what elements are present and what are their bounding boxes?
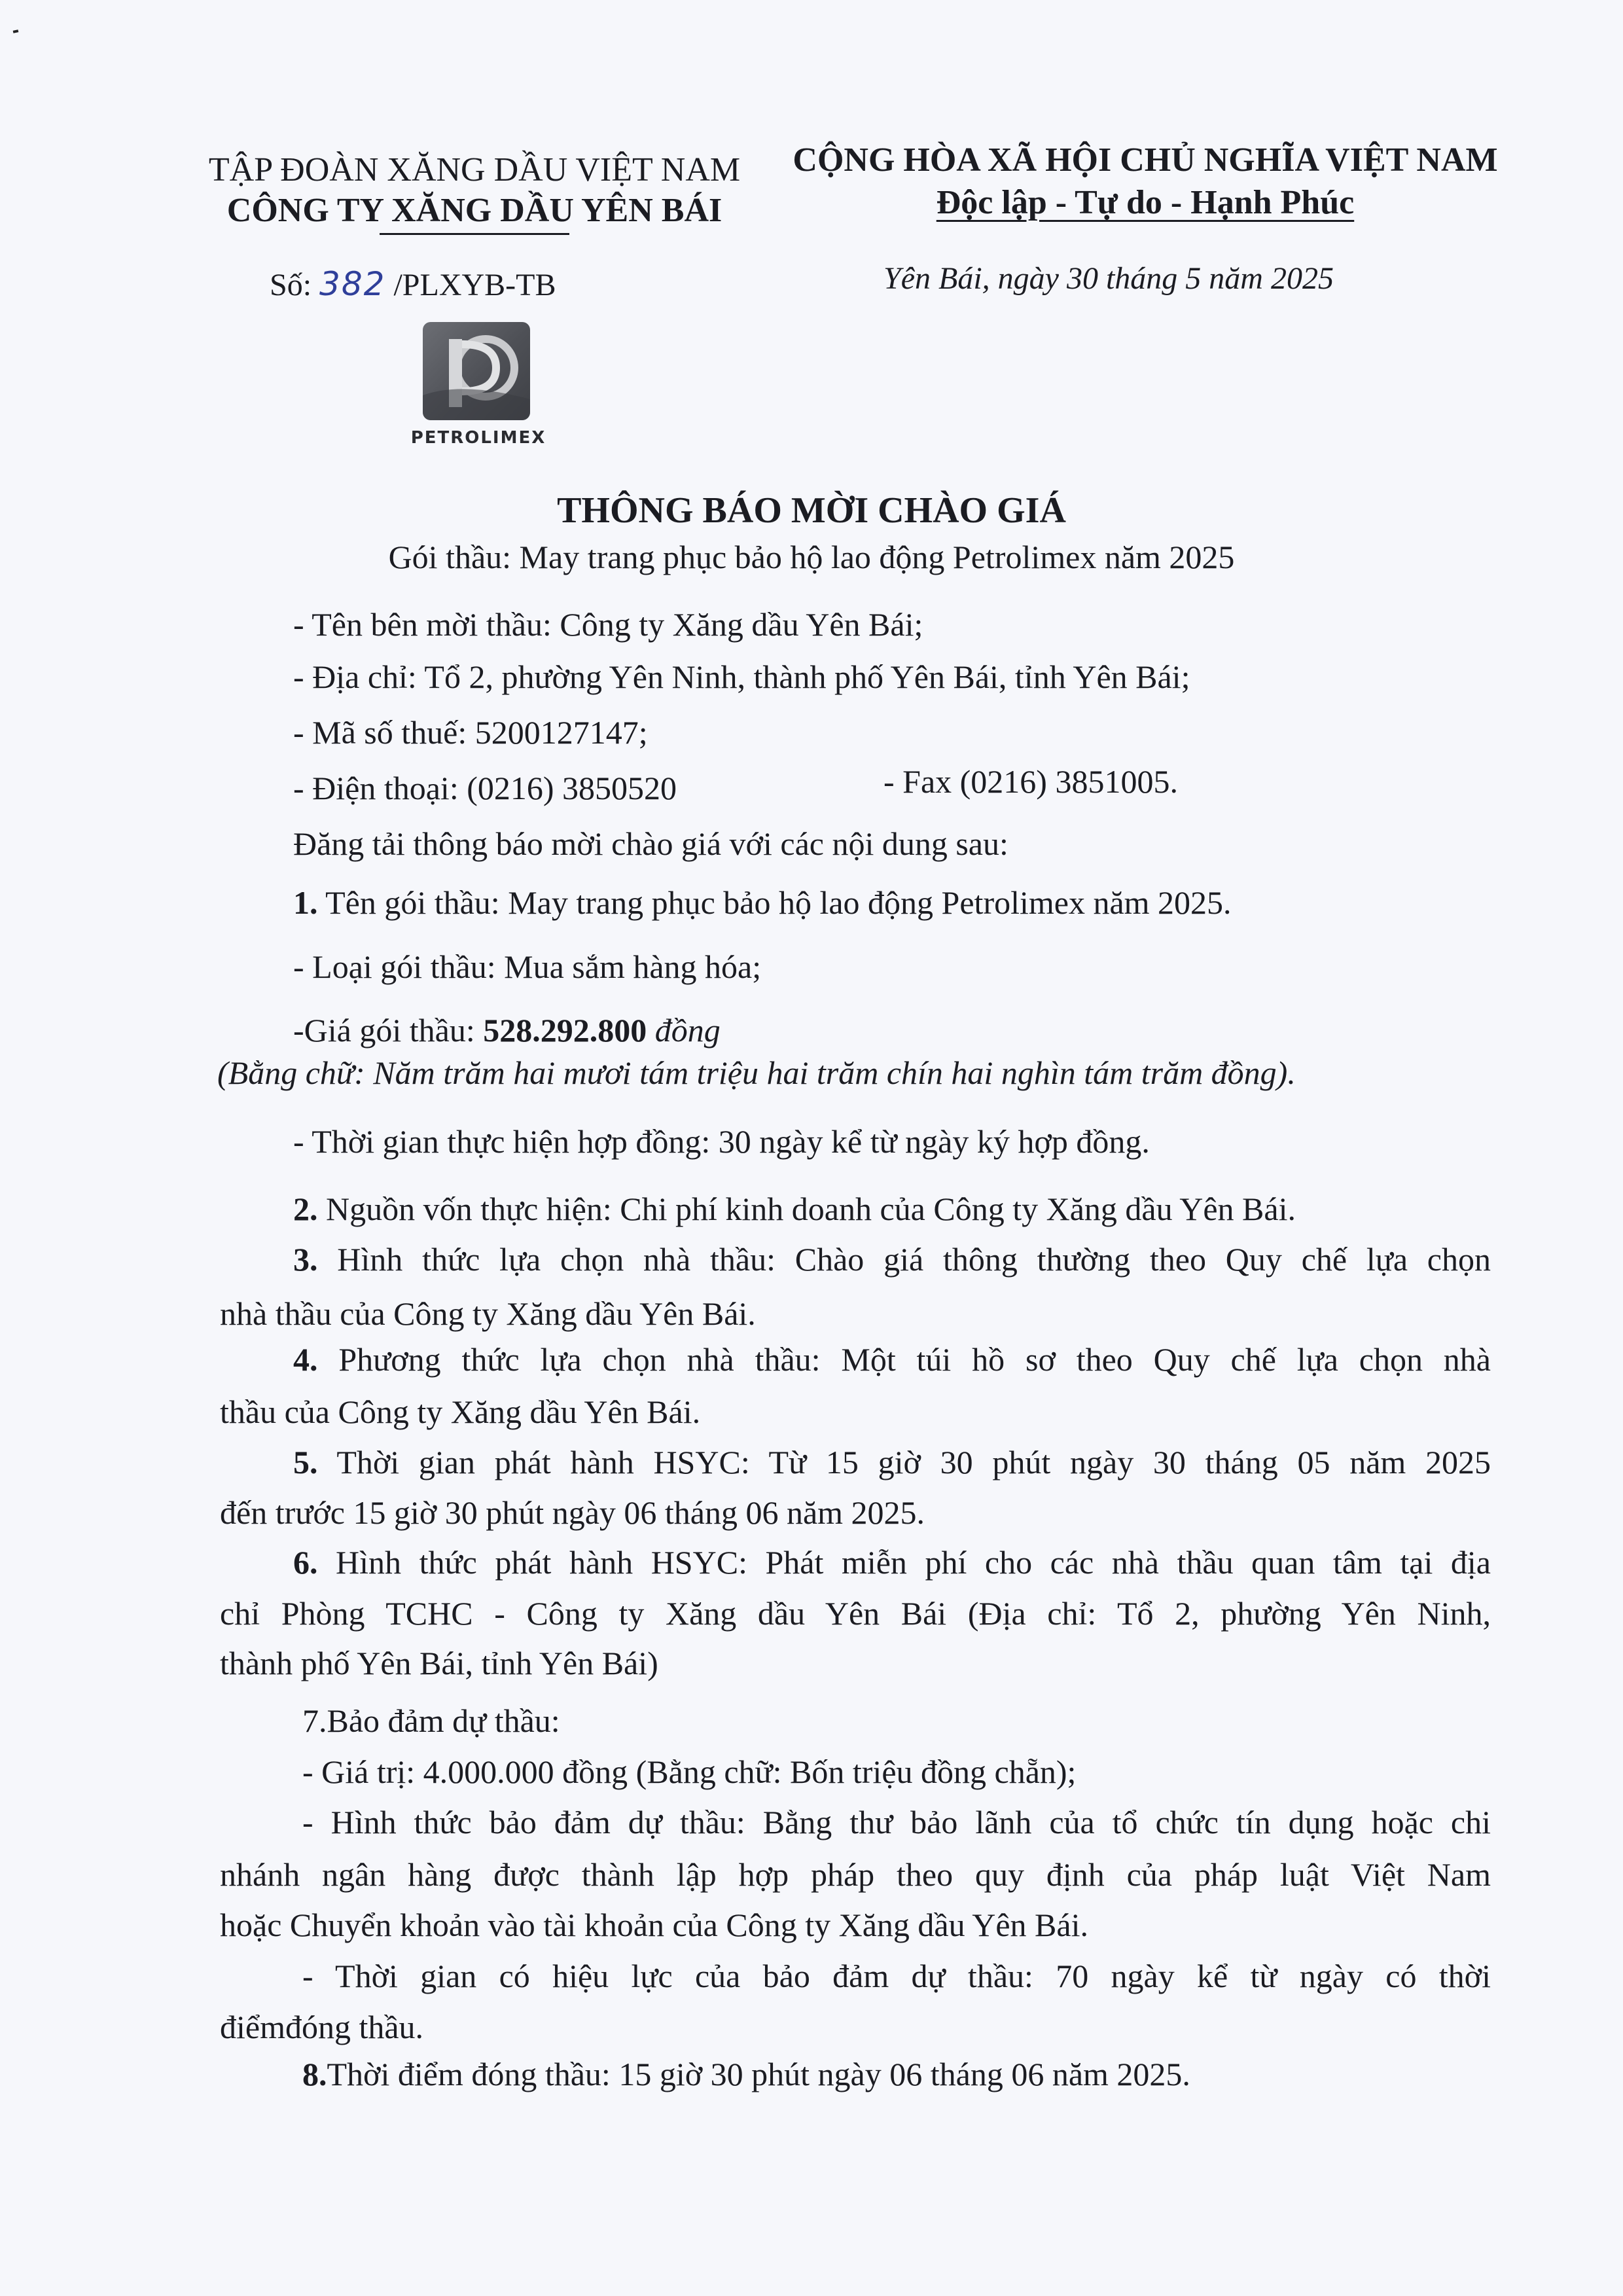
section-3-text: Hình thức lựa chọn nhà thầu: Chào giá thông thường theo Quy chế lựa chọn xyxy=(317,1241,1491,1278)
section-1-number: 1. xyxy=(293,884,318,921)
section-5-line-2: đến trước 15 giờ 30 phút ngày 06 tháng 06 năm 2025. xyxy=(220,1494,925,1531)
section-6-number: 6. xyxy=(293,1544,318,1581)
section-2-text: Nguồn vốn thực hiện: Chi phí kinh doanh của Công ty Xăng dầu Yên Bái. xyxy=(317,1191,1296,1227)
logo-text: PETROLIMEX xyxy=(410,428,546,448)
section-3-line-1 xyxy=(293,1240,1491,1278)
parent-company-name: TẬP ĐOÀN XĂNG DẦU VIỆT NAM xyxy=(208,151,741,188)
handwritten-number: 382 xyxy=(319,265,386,303)
national-motto: Độc lập - Tự do - Hạnh Phúc xyxy=(936,184,1355,221)
package-price-in-words: (Bằng chữ: Năm trăm hai mươi tám triệu hai trăm chín hai nghìn tám trăm đồng). xyxy=(217,1054,1296,1091)
section-6-line-1 xyxy=(293,1543,1491,1581)
section-3-line-2: nhà thầu của Công ty Xăng dầu Yên Bái. xyxy=(220,1295,756,1332)
section-5-line-1 xyxy=(293,1443,1491,1481)
tax-code: - Mã số thuế: 5200127147; xyxy=(293,714,648,751)
bid-security-form-line-3: hoặc Chuyển khoản vào tài khoản của Công ty Xăng dầu Yên Bái. xyxy=(220,1907,1088,1943)
section-4-line-2: thầu của Công ty Xăng dầu Yên Bái. xyxy=(220,1393,701,1430)
section-5-number: 5. xyxy=(293,1444,318,1480)
bid-security-form-line-2: nhánh ngân hàng được thành lập hợp pháp theo quy định của pháp luật Việt Nam xyxy=(220,1856,1491,1893)
petrolimex-logo-icon xyxy=(423,322,530,420)
phone-number: - Điện thoại: (0216) 3850520 xyxy=(293,770,677,806)
section-6-text: Hình thức phát hành HSYC: Phát miễn phí cho các nhà thầu quan tâm tại địa xyxy=(317,1544,1491,1581)
package-price-label: -Giá gói thầu: xyxy=(293,1012,484,1049)
company-name xyxy=(196,191,753,230)
package-price-value: 528.292.800 xyxy=(483,1012,647,1049)
bid-security-form-line-1: - Hình thức bảo đảm dự thầu: Bằng thư bảo lãnh của tổ chức tín dụng hoặc chi xyxy=(302,1804,1491,1840)
section-7-heading: 7.Bảo đảm dự thầu: xyxy=(302,1702,560,1739)
petrolimex-logo xyxy=(403,322,554,448)
page-title: THÔNG BÁO MỜI CHÀO GIÁ xyxy=(557,490,1066,531)
intro-line: Đăng tải thông báo mời chào giá với các nội dung sau: xyxy=(293,825,1008,862)
package-type: - Loại gói thầu: Mua sắm hàng hóa; xyxy=(293,948,762,985)
date-line: Yên Bái, ngày 30 tháng 5 năm 2025 xyxy=(883,261,1334,296)
section-8-text: Thời điểm đóng thầu: 15 giờ 30 phút ngày 06 tháng 06 năm 2025. xyxy=(327,2056,1190,2092)
company-name-text: CÔNG TY XĂNG DẦU YÊN BÁI xyxy=(226,192,722,229)
section-4-text: Phương thức lựa chọn nhà thầu: Một túi hồ sơ theo Quy chế lựa chọn nhà xyxy=(317,1341,1491,1378)
section-8-closing-time xyxy=(302,2055,1190,2093)
number-prefix: Số: xyxy=(270,268,312,302)
fax-number: - Fax (0216) 3851005. xyxy=(883,763,1178,800)
inviter-name: - Tên bên mời thầu: Công ty Xăng dầu Yên Bái; xyxy=(293,606,923,643)
company-underline xyxy=(380,233,569,235)
bid-security-validity-line-1: - Thời gian có hiệu lực của bảo đảm dự thầu: 70 ngày kể từ ngày có thời xyxy=(302,1958,1491,1994)
inviter-address: - Địa chỉ: Tổ 2, phường Yên Ninh, thành phố Yên Bái, tỉnh Yên Bái; xyxy=(293,658,1190,695)
section-1-text: Tên gói thầu: May trang phục bảo hộ lao động Petrolimex năm 2025. xyxy=(317,884,1232,921)
scan-mark xyxy=(13,29,19,33)
package-price xyxy=(293,1011,721,1049)
document-number xyxy=(270,265,556,303)
national-title: CỘNG HÒA XÃ HỘI CHỦ NGHĨA VIỆT NAM xyxy=(793,141,1498,179)
page-subtitle: Gói thầu: May trang phục bảo hộ lao động Petrolimex năm 2025 xyxy=(388,539,1235,575)
section-2-number: 2. xyxy=(293,1191,318,1227)
section-8-number: 8. xyxy=(302,2056,327,2092)
contract-duration: - Thời gian thực hiện hợp đồng: 30 ngày kể từ ngày ký hợp đồng. xyxy=(293,1123,1150,1160)
section-2-funding xyxy=(293,1190,1296,1228)
number-suffix: /PLXYB-TB xyxy=(393,268,556,302)
package-price-unit: đồng xyxy=(647,1012,721,1049)
section-4-line-1 xyxy=(293,1340,1491,1378)
section-6-line-3: thành phố Yên Bái, tỉnh Yên Bái) xyxy=(220,1645,658,1681)
bid-security-validity-line-2: điểmđóng thầu. xyxy=(220,2009,424,2045)
section-6-line-2: chỉ Phòng TCHC - Công ty Xăng dầu Yên Bái (Địa chỉ: Tổ 2, phường Yên Ninh, xyxy=(220,1595,1491,1632)
section-3-number: 3. xyxy=(293,1241,318,1278)
section-5-text: Thời gian phát hành HSYC: Từ 15 giờ 30 phút ngày 30 tháng 05 năm 2025 xyxy=(317,1444,1491,1480)
section-4-number: 4. xyxy=(293,1341,318,1378)
section-1-package-name xyxy=(293,884,1232,922)
bid-security-value: - Giá trị: 4.000.000 đồng (Bằng chữ: Bốn triệu đồng chẵn); xyxy=(302,1753,1077,1790)
